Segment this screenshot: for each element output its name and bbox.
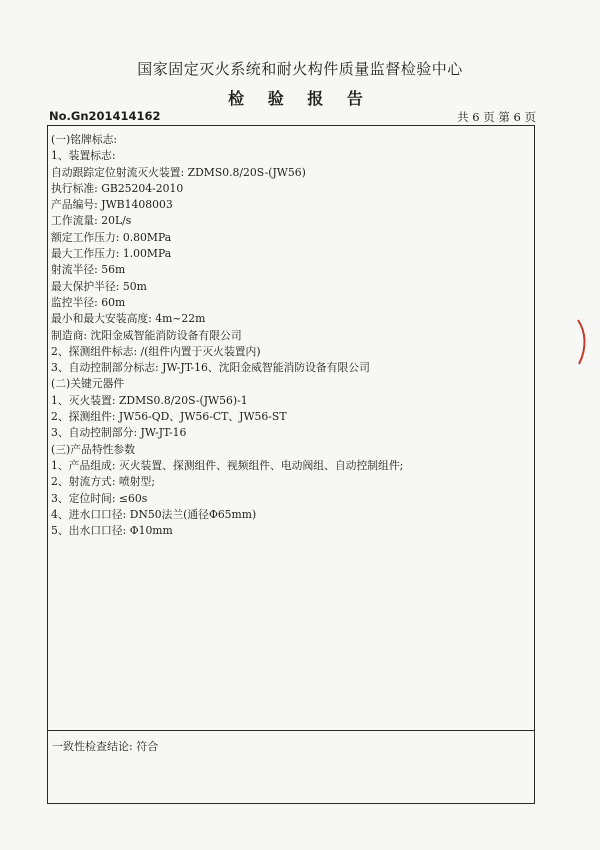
content-line: 2、射流方式: 喷射型; — [51, 475, 155, 489]
content-line: 自动跟踪定位射流灭火装置: ZDMS0.8/20S-(JW56) — [51, 165, 306, 179]
content-line: 额定工作压力: 0.80MPa — [51, 230, 172, 244]
content-line: 2、探测组件标志: /(组件内置于灭火装置内) — [51, 344, 261, 358]
content-line: 最小和最大安装高度: 4m~22m — [51, 312, 206, 326]
content-line: 4、进水口口径: DN50法兰(通径Φ65mm) — [51, 507, 257, 521]
report-title: 检 验 报 告 — [228, 89, 372, 108]
content-line: 执行标准: GB25204-2010 — [51, 181, 184, 195]
nameplate-content-box — [47, 125, 535, 731]
content-line: 3、自动控制部分: JW-JT-16 — [51, 426, 187, 440]
content-line: 3、自动控制部分标志: JW-JT-16、沈阳金威智能消防设备有限公司 — [51, 361, 370, 375]
page-count: 共 6 页 第 6 页 — [457, 110, 536, 124]
content-line: 1、装置标志: — [51, 149, 116, 163]
content-line: 2、探测组件: JW56-QD、JW56-CT、JW56-ST — [51, 410, 287, 424]
content-line: 1、产品组成: 灭火装置、探测组件、视频组件、电动阀组、自动控制组件; — [51, 458, 404, 472]
content-line: 最大保护半径: 50m — [51, 279, 147, 293]
content-line: 最大工作压力: 1.00MPa — [51, 247, 172, 261]
content-lines — [51, 132, 403, 539]
content-line: 监控半径: 60m — [51, 295, 126, 309]
content-line: (一)铭牌标志: — [51, 133, 118, 146]
content-line: 产品编号: JWB1408003 — [51, 198, 173, 212]
content-line: 5、出水口口径: Φ10mm — [51, 524, 173, 538]
content-line: (二)关键元器件 — [51, 377, 125, 391]
consistency-conclusion: 一致性检查结论: 符合 — [52, 740, 159, 753]
report-number: No.Gn201414162 — [49, 109, 161, 123]
content-line: 射流半径: 56m — [51, 263, 126, 277]
red-edge-mark-icon — [576, 318, 588, 366]
content-line: 3、定位时间: ≤60s — [51, 491, 148, 505]
conclusion-box — [47, 730, 535, 804]
content-line: 制造商: 沈阳金威智能消防设备有限公司 — [51, 328, 242, 342]
organization-title: 国家固定灭火系统和耐火构件质量监督检验中心 — [137, 60, 463, 78]
content-line: 1、灭火装置: ZDMS0.8/20S-(JW56)-1 — [51, 393, 248, 407]
content-line: (三)产品特性参数 — [51, 442, 136, 456]
content-line: 工作流量: 20L/s — [51, 214, 132, 228]
